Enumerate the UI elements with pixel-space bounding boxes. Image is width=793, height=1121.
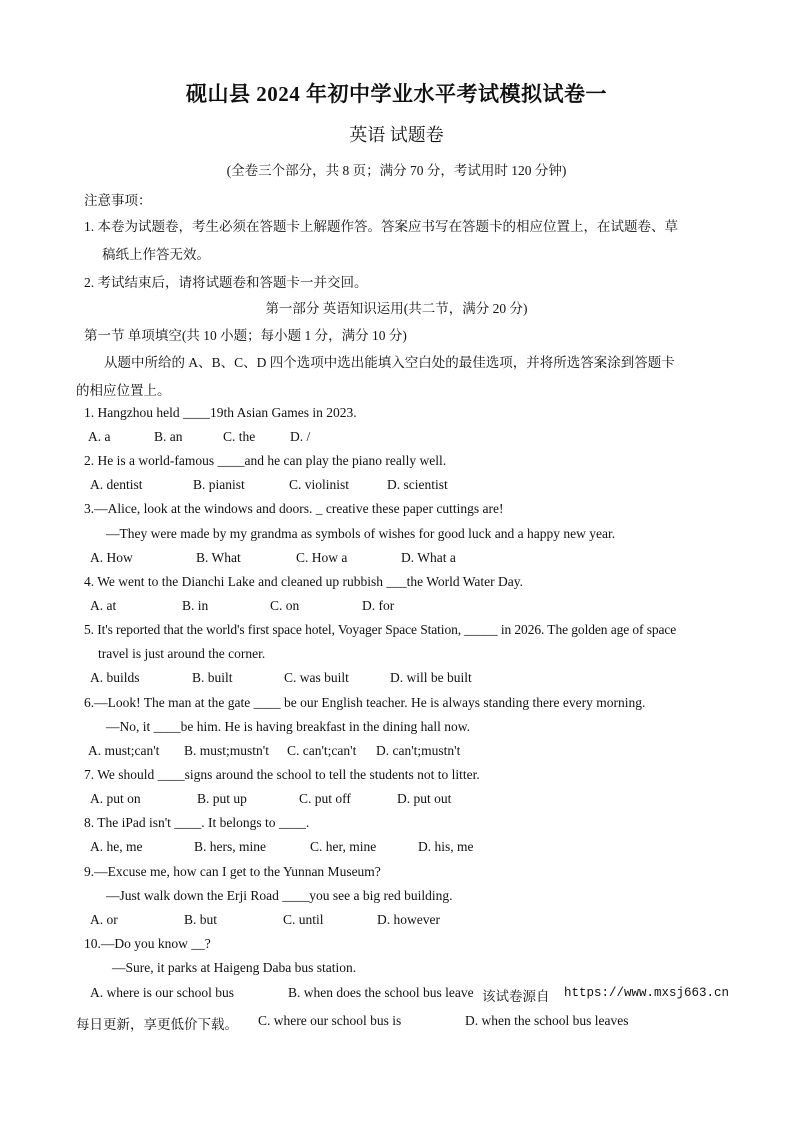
q7-option-c: C. put off [299, 791, 351, 806]
page-title: 砚山县 2024 年初中学业水平考试模拟试卷一 [186, 82, 607, 106]
q2-option-c: C. violinist [289, 477, 350, 492]
q4-option-c: C. on [270, 598, 300, 613]
q10-option-b: B. when does the school bus leave [288, 985, 474, 1000]
part1-heading: 第一部分 英语知识运用(共二节，满分 20 分) [265, 301, 528, 316]
question-7: 7. We should ____signs around the school to tell the students not to litter. [84, 767, 480, 782]
question-10: 10.—Do you know __? [84, 936, 211, 951]
watermark-text-2: 每日更新，享更低价下载。 [76, 1017, 238, 1032]
q10-option-c: C. where our school bus is [258, 1013, 402, 1028]
q1-option-c: C. the [223, 429, 256, 444]
question-5-cont: travel is just around the corner. [98, 646, 266, 661]
q7-option-d: D. put out [397, 791, 452, 806]
q6-option-b: B. must;mustn't [184, 743, 269, 758]
exam-info: (全卷三个部分，共 8 页；满分 70 分，考试用时 120 分钟) [226, 163, 567, 178]
instructions: 从题中所给的 A、B、C、D 四个选项中选出能填入空白处的最佳选项，并将所选答案涂到答题卡 [104, 355, 675, 370]
question-4: 4. We went to the Dianchi Lake and cleaned up rubbish ___the World Water Day. [84, 574, 523, 589]
q8-option-d: D. his, me [418, 839, 474, 854]
question-8: 8. The iPad isn't ____. It belongs to ____. [84, 815, 310, 830]
q9-option-d: D. however [377, 912, 440, 927]
notice-item-2: 2. 考试结束后，请将试题卷和答题卡一并交回。 [84, 275, 368, 290]
q4-option-a: A. at [90, 598, 117, 613]
q9-option-b: B. but [184, 912, 218, 927]
q5-option-a: A. builds [90, 670, 140, 685]
instructions-cont: 的相应位置上。 [76, 383, 171, 398]
q6-option-c: C. can't;can't [287, 743, 357, 758]
q5-option-d: D. will be built [390, 670, 472, 685]
q8-option-b: B. hers, mine [194, 839, 266, 854]
q9-reply: —Just walk down the Erji Road ____you see a big red building. [106, 888, 453, 903]
notice-item-1-cont: 稿纸上作答无效。 [102, 247, 210, 262]
q1-option-a: A. a [88, 429, 111, 444]
notice-item-1: 1. 本卷为试题卷，考生必须在答题卡上解题作答。答案应书写在答题卡的相应位置上，在试题卷、草 [84, 219, 678, 234]
q10-option-a: A. where is our school bus [90, 985, 234, 1000]
question-5: 5. It's reported that the world's first space hotel, Voyager Space Station, _____ in 2026. The golden age of space [84, 622, 677, 637]
notice-heading: 注意事项： [84, 193, 152, 208]
q2-option-a: A. dentist [90, 477, 143, 492]
q9-option-c: C. until [283, 912, 324, 927]
watermark-text-1: 该试卷源自 [482, 989, 550, 1004]
question-2: 2. He is a world-famous ____and he can play the piano really well. [84, 453, 447, 468]
q8-option-c: C. her, mine [310, 839, 377, 854]
q10-reply: —Sure, it parks at Haigeng Daba bus station. [112, 960, 357, 975]
q8-option-a: A. he, me [90, 839, 143, 854]
q1-option-d: D. / [290, 429, 311, 444]
q2-option-b: B. pianist [193, 477, 245, 492]
q6-option-a: A. must;can't [88, 743, 160, 758]
q5-option-b: B. built [192, 670, 233, 685]
q4-option-b: B. in [182, 598, 209, 613]
q9-option-a: A. or [90, 912, 118, 927]
q7-option-b: B. put up [197, 791, 247, 806]
question-3: 3.—Alice, look at the windows and doors. _ creative these paper cuttings are! [84, 501, 504, 516]
section1-heading: 第一节 单项填空(共 10 小题；每小题 1 分，满分 10 分) [84, 328, 407, 343]
question-6: 6.—Look! The man at the gate ____ be our English teacher. He is always standing there every morning. [84, 695, 646, 710]
q10-option-d: D. when the school bus leaves [465, 1013, 629, 1028]
q7-option-a: A. put on [90, 791, 141, 806]
q1-option-b: B. an [154, 429, 183, 444]
q6-reply: —No, it ____be him. He is having breakfast in the dining hall now. [106, 719, 470, 734]
q4-option-d: D. for [362, 598, 395, 613]
question-1: 1. Hangzhou held ____19th Asian Games in 2023. [84, 405, 357, 420]
q2-option-d: D. scientist [387, 477, 448, 492]
q3-option-b: B. What [196, 550, 241, 565]
q3-option-a: A. How [90, 550, 133, 565]
q3-option-c: C. How a [296, 550, 348, 565]
question-9: 9.—Excuse me, how can I get to the Yunnan Museum? [84, 864, 381, 879]
q5-option-c: C. was built [284, 670, 349, 685]
q3-option-d: D. What a [401, 550, 456, 565]
page-subtitle: 英语 试题卷 [349, 125, 444, 145]
q6-option-d: D. can't;mustn't [376, 743, 461, 758]
q3-reply: —They were made by my grandma as symbols of wishes for good luck and a happy new year. [106, 526, 616, 541]
watermark-url[interactable]: https://www.mxsj663.cn [564, 986, 730, 1000]
